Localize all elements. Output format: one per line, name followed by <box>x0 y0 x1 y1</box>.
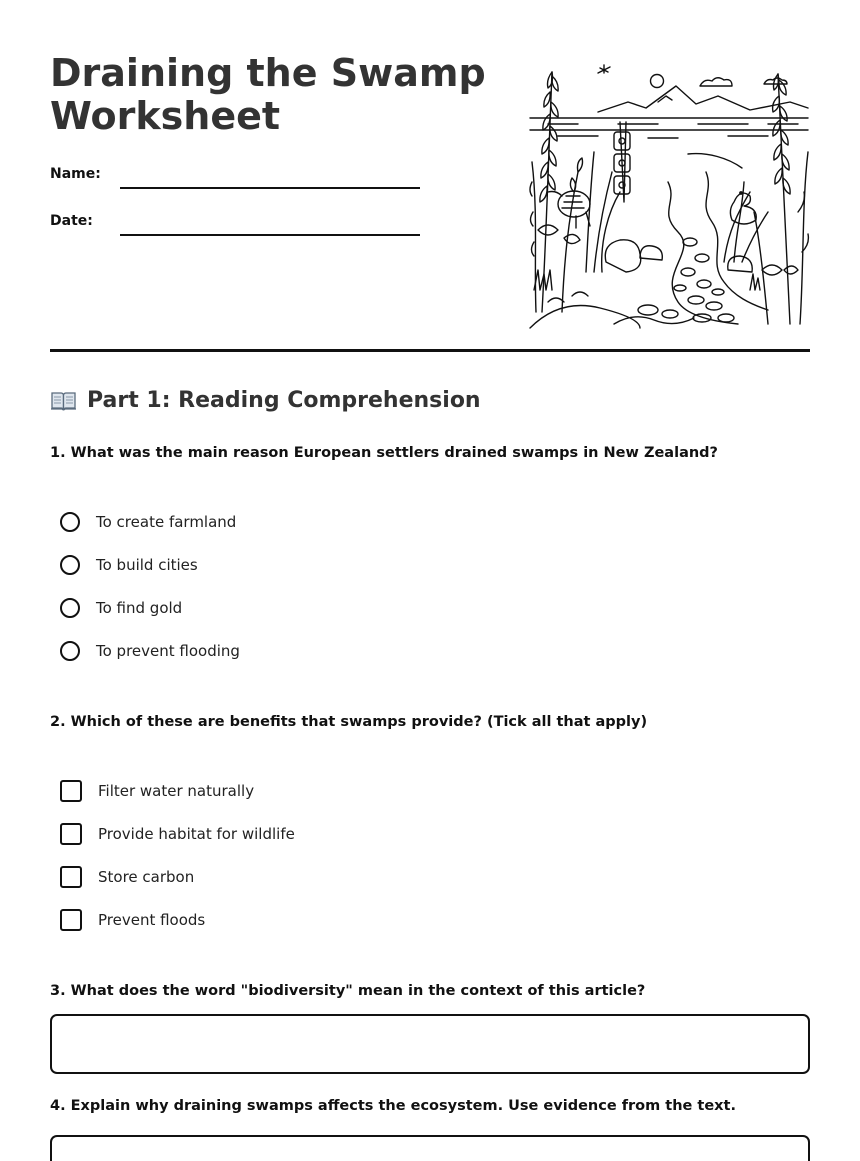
q4-answer-box[interactable] <box>50 1135 810 1161</box>
checkbox[interactable] <box>60 909 82 931</box>
option-label: To prevent flooding <box>96 642 240 660</box>
q2-option-3[interactable] <box>60 865 194 889</box>
checkbox[interactable] <box>60 780 82 802</box>
radio-button[interactable] <box>60 641 80 661</box>
checkbox[interactable] <box>60 866 82 888</box>
option-label: Store carbon <box>98 868 195 886</box>
name-label: Name: <box>50 166 101 182</box>
date-field[interactable] <box>120 234 420 236</box>
option-label: To create farmland <box>96 513 237 531</box>
book-icon <box>50 390 77 412</box>
section-heading-part-1 <box>50 388 481 413</box>
option-label: To build cities <box>96 556 198 574</box>
radio-button[interactable] <box>60 598 80 618</box>
question-3: 3. What does the word "biodiversity" mean in the context of this article? <box>50 983 646 999</box>
q1-option-2[interactable] <box>60 553 198 577</box>
q1-option-4[interactable] <box>60 639 240 663</box>
radio-button[interactable] <box>60 555 80 575</box>
checkbox[interactable] <box>60 823 82 845</box>
section-heading-text: Part 1: Reading Comprehension <box>87 388 481 413</box>
question-4: 4. Explain why draining swamps affects the ecosystem. Use evidence from the text. <box>50 1098 736 1114</box>
option-label: Prevent floods <box>98 911 206 929</box>
worksheet-title: Draining the Swamp Worksheet <box>50 51 486 138</box>
header-divider <box>50 349 810 352</box>
name-field[interactable] <box>120 187 420 189</box>
q1-option-3[interactable] <box>60 596 182 620</box>
q2-option-2[interactable] <box>60 822 295 846</box>
q3-answer-box[interactable] <box>50 1014 810 1074</box>
question-1: 1. What was the main reason European settlers drained swamps in New Zealand? <box>50 445 718 461</box>
q2-option-1[interactable] <box>60 779 254 803</box>
q1-option-1[interactable] <box>60 510 236 534</box>
question-2: 2. Which of these are benefits that swamps provide? (Tick all that apply) <box>50 714 648 730</box>
swamp-illustration-icon <box>528 62 810 330</box>
radio-button[interactable] <box>60 512 80 532</box>
q2-option-4[interactable] <box>60 908 205 932</box>
option-label: To find gold <box>96 599 183 617</box>
option-label: Provide habitat for wildlife <box>98 825 295 843</box>
option-label: Filter water naturally <box>98 782 255 800</box>
date-label: Date: <box>50 213 93 229</box>
